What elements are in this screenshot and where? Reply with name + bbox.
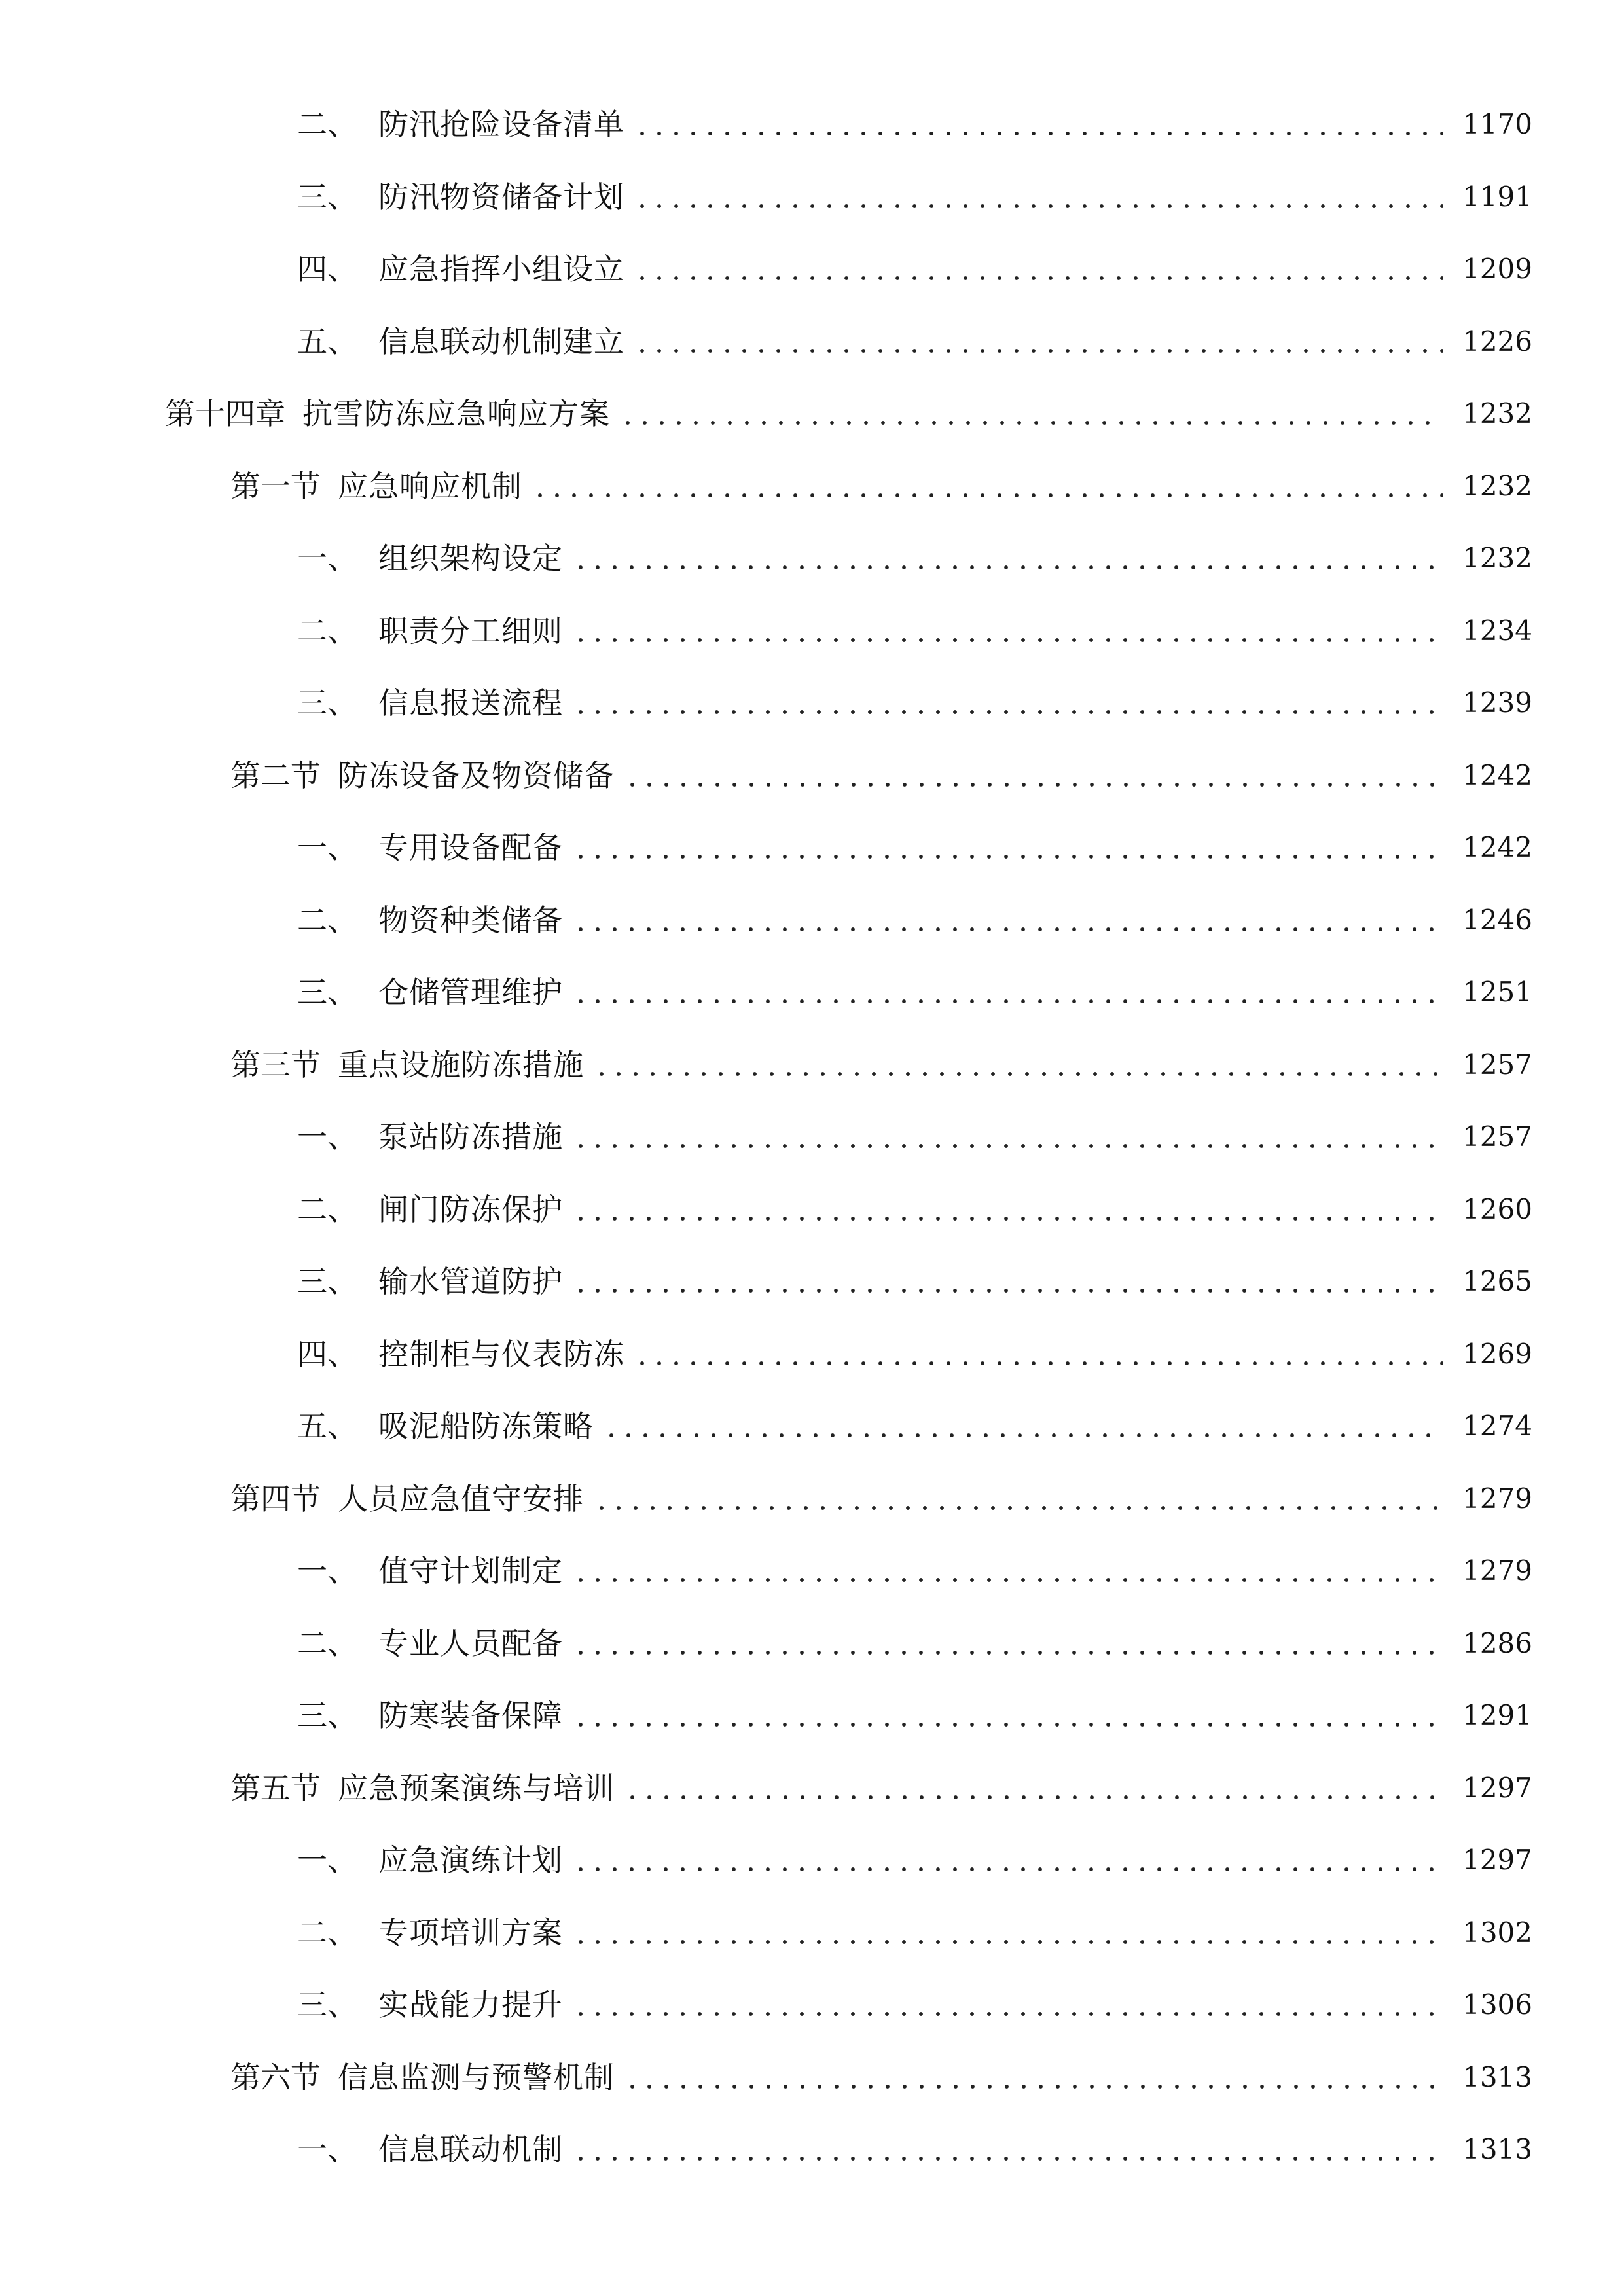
toc-entry-title: 应急响应机制 [338,468,522,504]
toc-entry-number: 第五节 [230,1770,321,1806]
dot-leader [619,394,1443,433]
toc-entry-page-number: 1209 [1462,253,1532,285]
dot-leader [532,467,1443,506]
toc-entry-title: 防冻设备及物资储备 [338,757,615,793]
toc-entry-title: 防寒装备保障 [378,1698,563,1734]
toc-entry-page-number: 1232 [1462,397,1532,430]
toc-entry-title: 抗雪防冻应急响应方案 [302,396,610,432]
dot-leader [572,611,1443,651]
toc-entry-title: 闸门防冻保护 [378,1191,563,1227]
toc-entry-title: 组织架构设定 [378,541,563,577]
toc-entry[interactable] [0,956,1624,1029]
toc-entry-number: 三、 [297,1264,357,1300]
dot-leader [572,2130,1443,2169]
toc-entry-title: 专项培训方案 [378,1914,563,1950]
toc-entry-page-number: 1291 [1462,1699,1532,1732]
toc-entry-number: 五、 [297,323,357,359]
toc-entry-number: 第一节 [230,468,321,504]
toc-entry-number: 二、 [297,107,357,143]
dot-leader [572,539,1443,578]
toc-entry-title: 信息联动机制 [378,2132,563,2168]
dot-leader [634,322,1443,361]
toc-entry[interactable] [0,233,1624,306]
toc-entry-number: 第四节 [230,1480,321,1516]
toc-entry-page-number: 1297 [1462,1771,1532,1804]
toc-entry-number: 三、 [297,179,357,215]
dot-leader [572,973,1443,1012]
toc-entry-number: 三、 [297,975,357,1011]
toc-entry-page-number: 1306 [1462,1988,1532,2021]
toc-entry-page-number: 1246 [1462,903,1532,936]
toc-entry-title: 仓储管理维护 [378,975,563,1011]
dot-leader [572,683,1443,723]
dot-leader [634,1335,1443,1374]
toc-entry-title: 物资种类储备 [378,902,563,938]
toc-entry[interactable] [0,884,1624,957]
toc-entry-page-number: 1265 [1462,1265,1532,1298]
dot-leader [572,828,1443,867]
toc-entry-title: 应急指挥小组设立 [378,251,624,287]
dot-leader [572,1551,1443,1590]
toc-entry-page-number: 1297 [1462,1844,1532,1876]
toc-entry-page-number: 1226 [1462,325,1532,357]
dot-leader [593,1479,1443,1518]
toc-entry[interactable] [0,1318,1624,1391]
dot-leader [572,1696,1443,1735]
dot-leader [593,1045,1443,1085]
toc-entry[interactable] [0,1752,1624,1825]
toc-entry[interactable] [0,1101,1624,1174]
toc-entry[interactable] [0,1897,1624,1969]
toc-entry-number: 一、 [297,1119,357,1155]
dot-leader [572,1117,1443,1157]
toc-entry[interactable] [0,161,1624,234]
dot-leader [603,1407,1443,1446]
toc-entry-number: 一、 [297,830,357,866]
dot-leader [572,1190,1443,1229]
toc-entry-title: 控制柜与仪表防冻 [378,1336,624,1372]
toc-entry-page-number: 1239 [1462,687,1532,719]
toc-entry-page-number: 1260 [1462,1193,1532,1225]
toc-entry-number: 第二节 [230,757,321,793]
toc-entry-page-number: 1242 [1462,759,1532,791]
toc-entry[interactable] [0,2041,1624,2114]
toc-entry-page-number: 1279 [1462,1482,1532,1515]
toc-entry-number: 二、 [297,613,357,649]
toc-entry-page-number: 1313 [1462,2060,1532,2093]
toc-entry[interactable] [0,1679,1624,1752]
table-of-contents [0,88,1624,2186]
toc-entry-number: 第六节 [230,2059,321,2095]
toc-entry[interactable] [0,1463,1624,1535]
dot-leader [572,1262,1443,1301]
toc-entry-number: 三、 [297,1698,357,1734]
toc-entry-title: 输水管道防护 [378,1264,563,1300]
toc-entry-number: 二、 [297,1625,357,1661]
toc-entry-title: 值守计划制定 [378,1553,563,1589]
toc-entry[interactable] [0,88,1624,161]
toc-entry-number: 二、 [297,902,357,938]
toc-entry-number: 第十四章 [165,396,285,432]
dot-leader [572,1913,1443,1952]
toc-entry[interactable] [0,1607,1624,1680]
toc-entry-title: 人员应急值守安排 [338,1480,584,1516]
toc-entry-number: 一、 [297,2132,357,2168]
toc-entry-number: 五、 [297,1408,357,1444]
dot-leader [624,756,1443,795]
dot-leader [624,1768,1443,1808]
toc-entry-number: 三、 [297,685,357,721]
toc-entry-title: 应急演练计划 [378,1842,563,1878]
toc-entry-page-number: 1313 [1462,2133,1532,2166]
toc-entry-number: 四、 [297,251,357,287]
toc-entry-page-number: 1302 [1462,1916,1532,1948]
toc-entry-number: 一、 [297,541,357,577]
dot-leader [634,105,1443,144]
toc-entry[interactable] [0,1535,1624,1607]
dot-leader [624,2058,1443,2097]
toc-entry-number: 一、 [297,1842,357,1878]
toc-entry-page-number: 1170 [1462,108,1532,141]
toc-entry[interactable] [0,450,1624,523]
toc-entry-page-number: 1257 [1462,1048,1532,1081]
toc-entry-title: 信息监测与预警机制 [338,2059,615,2095]
toc-entry-page-number: 1279 [1462,1554,1532,1587]
toc-entry-page-number: 1191 [1462,180,1532,213]
toc-entry-title: 实战能力提升 [378,1987,563,2023]
toc-entry[interactable] [0,1824,1624,1897]
toc-entry-title: 重点设施防冻措施 [338,1047,584,1083]
toc-entry[interactable] [0,1390,1624,1463]
toc-entry-title: 职责分工细则 [378,613,563,649]
toc-entry-number: 二、 [297,1914,357,1950]
toc-entry[interactable] [0,522,1624,595]
toc-entry-title: 防汛抢险设备清单 [378,107,624,143]
toc-entry-title: 专业人员配备 [378,1625,563,1661]
toc-entry-number: 一、 [297,1553,357,1589]
toc-entry-number: 二、 [297,1191,357,1227]
toc-entry[interactable] [0,2113,1624,2186]
dot-leader [572,1985,1443,2024]
dot-leader [634,177,1443,217]
toc-entry-page-number: 1242 [1462,831,1532,864]
toc-entry-number: 第三节 [230,1047,321,1083]
toc-entry-page-number: 1251 [1462,976,1532,1009]
toc-entry-page-number: 1232 [1462,542,1532,575]
toc-entry[interactable] [0,740,1624,812]
toc-entry-title: 应急预案演练与培训 [338,1770,615,1806]
dot-leader [572,901,1443,940]
dot-leader [634,249,1443,289]
toc-entry-page-number: 1257 [1462,1121,1532,1153]
toc-entry[interactable] [0,667,1624,740]
dot-leader [572,1840,1443,1880]
toc-entry[interactable] [0,1174,1624,1246]
toc-entry[interactable] [0,1969,1624,2041]
toc-entry-title: 防汛物资储备计划 [378,179,624,215]
toc-entry-title: 信息联动机制建立 [378,323,624,359]
toc-entry[interactable] [0,595,1624,668]
toc-entry-title: 专用设备配备 [378,830,563,866]
toc-entry[interactable] [0,812,1624,884]
toc-entry[interactable] [0,306,1624,378]
toc-entry-page-number: 1232 [1462,469,1532,502]
toc-entry-title: 信息报送流程 [378,685,563,721]
toc-entry-page-number: 1234 [1462,614,1532,647]
toc-entry[interactable] [0,1246,1624,1318]
toc-entry[interactable] [0,378,1624,450]
toc-entry-number: 四、 [297,1336,357,1372]
dot-leader [572,1624,1443,1663]
toc-entry-number: 三、 [297,1987,357,2023]
toc-entry-page-number: 1274 [1462,1410,1532,1443]
toc-entry-page-number: 1286 [1462,1626,1532,1659]
toc-entry-page-number: 1269 [1462,1337,1532,1370]
toc-entry-title: 泵站防冻措施 [378,1119,563,1155]
toc-entry[interactable] [0,1029,1624,1102]
toc-entry-title: 吸泥船防冻策略 [378,1408,594,1444]
